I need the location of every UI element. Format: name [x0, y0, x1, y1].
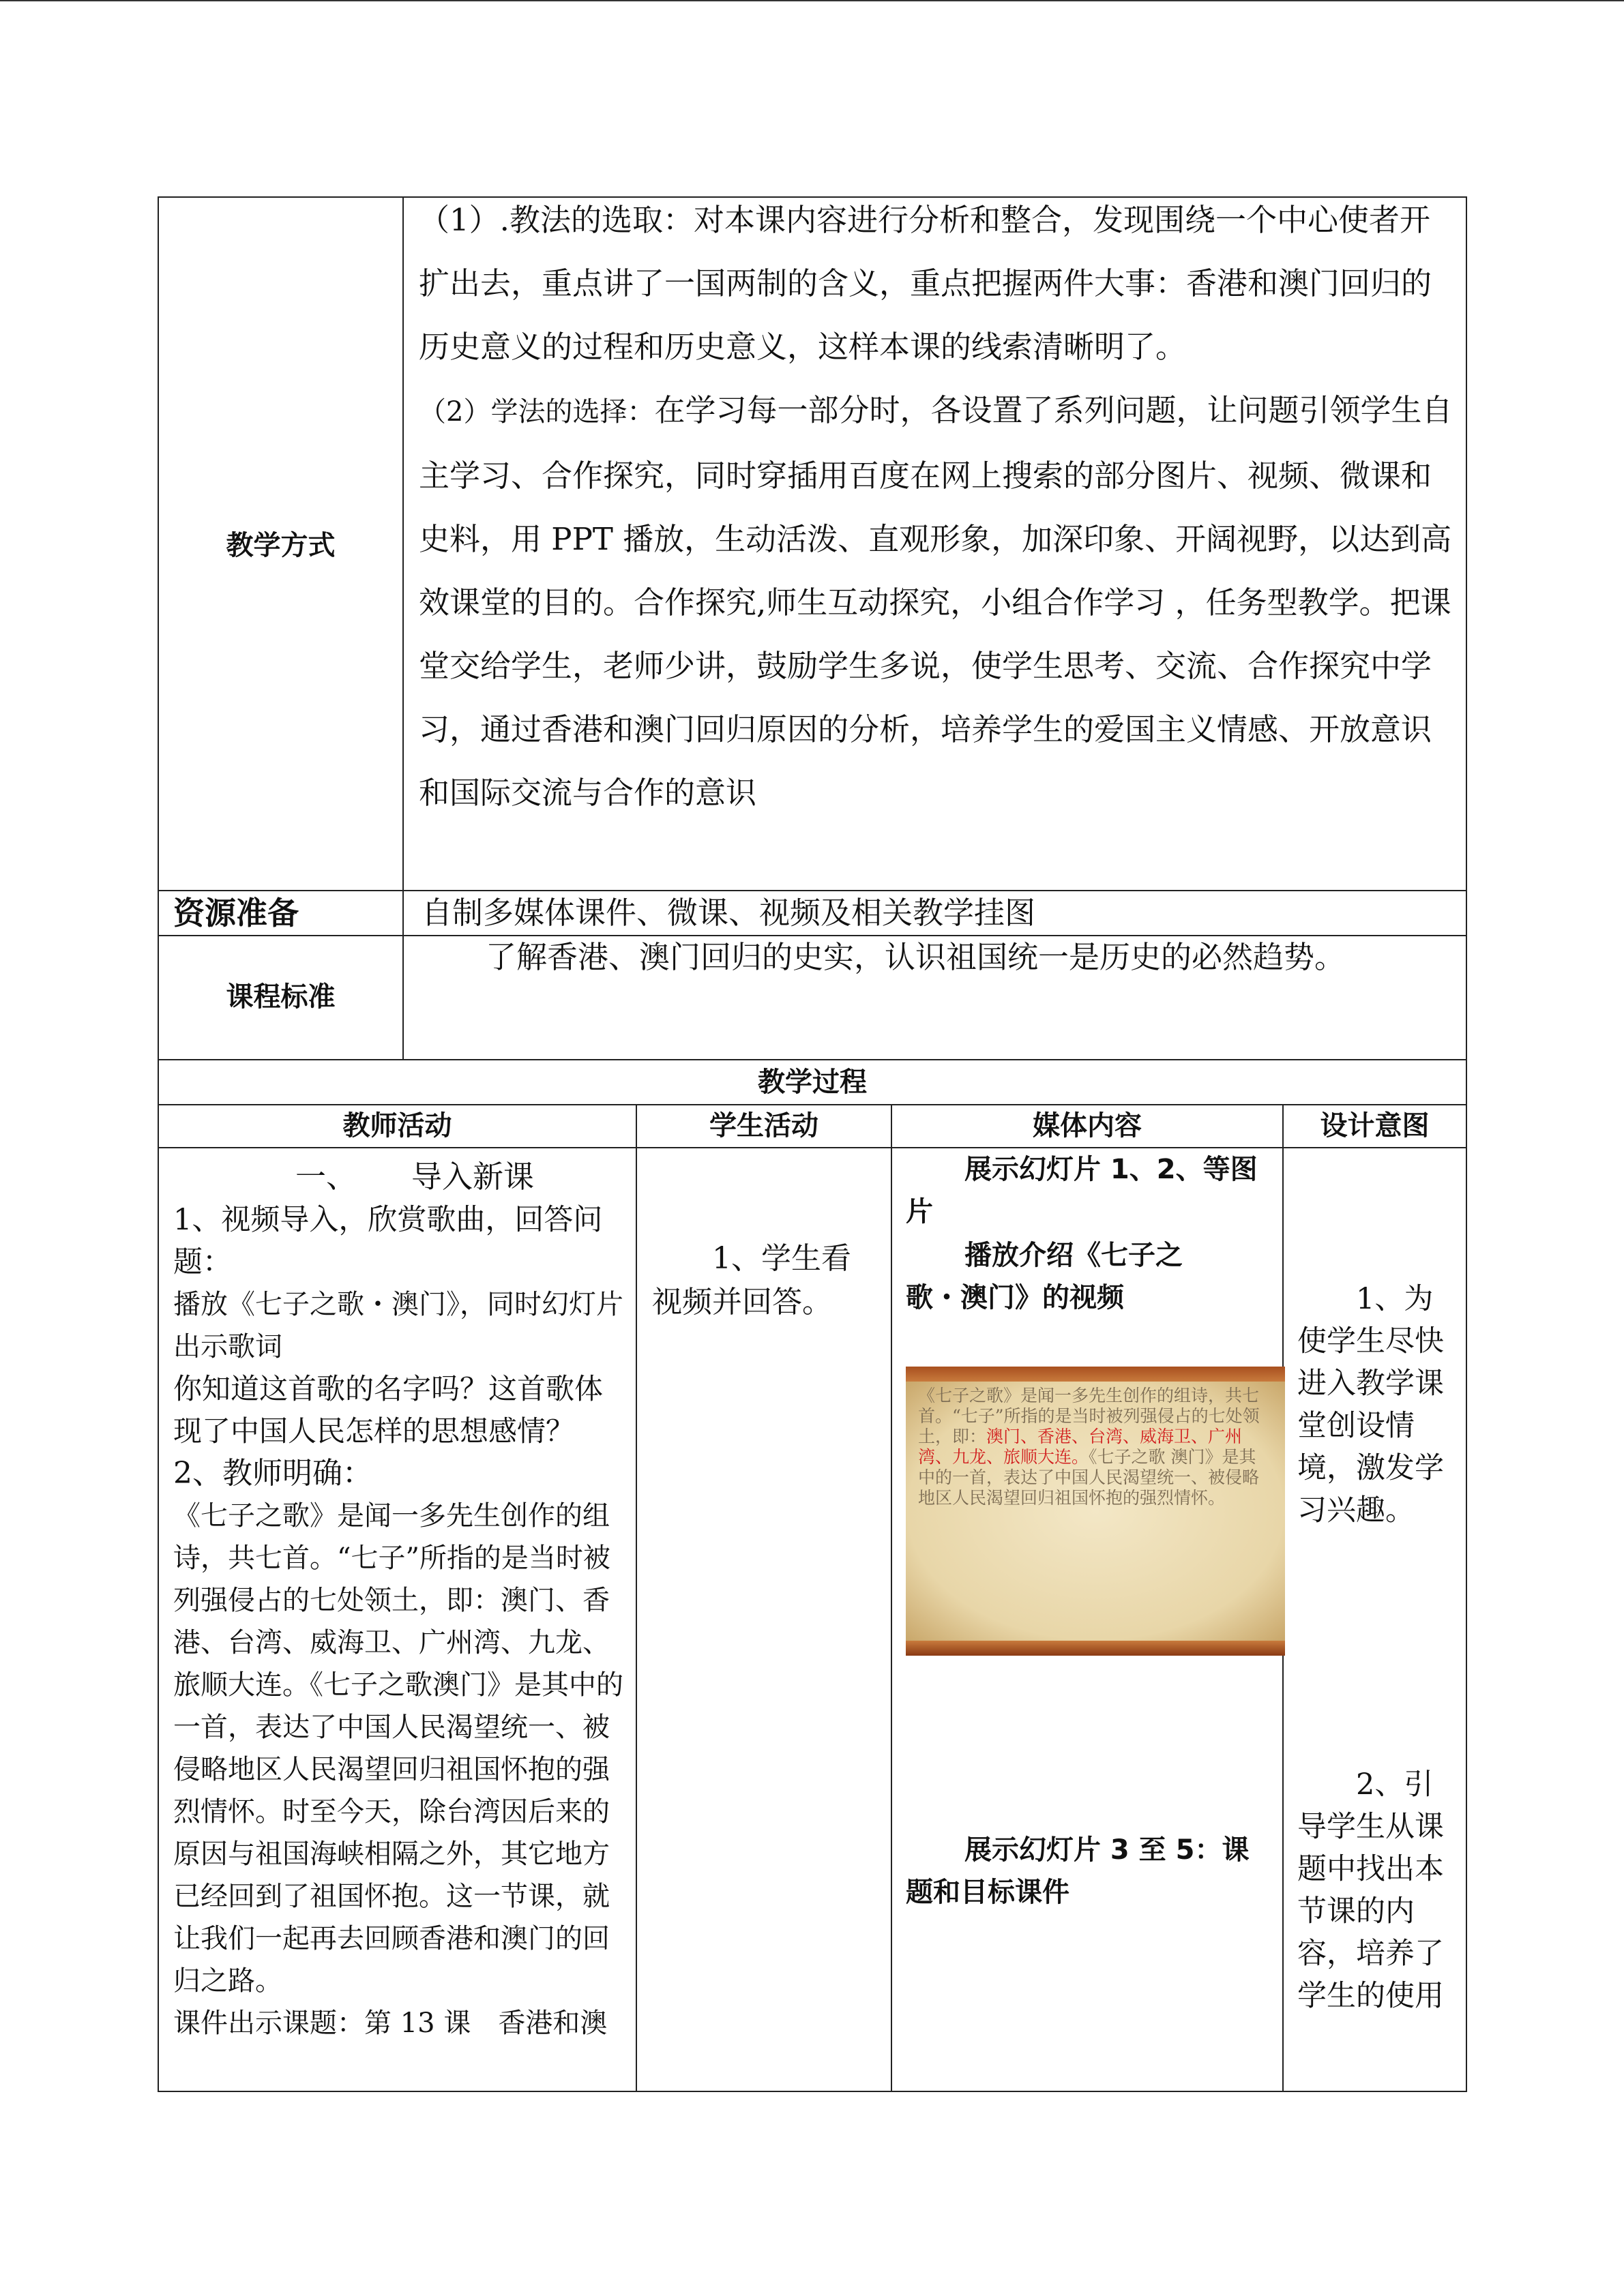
method-label: 教学方式	[226, 530, 336, 561]
method-paragraph-1	[419, 188, 1456, 378]
teacher-line-2: 播放《七子之歌・澳门》，同时幻灯片出示歌词	[173, 1289, 623, 1362]
header-intent: 设计意图	[1320, 1110, 1430, 1142]
resources-label: 资源准备	[173, 895, 299, 931]
process-title: 教学过程	[758, 1067, 867, 1098]
header-media: 媒体内容	[1033, 1110, 1142, 1142]
intent-item-1: 1、为使学生尽快进入教学课堂创设情境，激发学习兴趣。	[1297, 1282, 1444, 1527]
header-teacher: 教师活动	[342, 1110, 452, 1142]
method-p1-prefix: （1）.	[419, 202, 510, 238]
teacher-line-5: 《七子之歌》是闻一多先生创作的组诗，共七首。“七子”所指的是当时被列强侵占的七处领土，即：澳门、香港、台湾、威海卫、广州湾、九龙、旅顺大连。《七子之歌澳门》是其中的一首，表达了中国人民渴望统一、被侵略地区人民渴望回归祖国怀抱的强烈情怀。时至今天，除台湾因后来的原因与祖国海峡相隔之外，其它地方已经回到了祖国怀抱。这一节课，就让我们一起再去回顾香港和澳门的回归之路。	[173, 1500, 623, 1997]
standard-value: 了解香港、澳门回归的史实，认识祖国统一是历史的必然趋势。	[486, 939, 1346, 975]
slide-text-red: 澳门、香港、台湾、威海卫、广州湾、九龙、旅顺大连。	[918, 1427, 1243, 1467]
method-paragraph-2	[419, 378, 1456, 824]
slide-text	[918, 1386, 1273, 1508]
intent-item-2: 2、引导学生从课题中找出本节课的内容，培养了学生的使用	[1297, 1768, 1444, 2013]
teacher-line-1: 1、视频导入，欣赏歌曲，回答问题：	[173, 1203, 603, 1279]
teacher-heading	[295, 1155, 534, 1199]
qizi-song-slide-image	[906, 1367, 1285, 1656]
teacher-line-3: 你知道这首歌的名字吗？这首歌体现了中国人民怎样的思想感情？	[173, 1372, 604, 1448]
slide-text-a: 《七子之歌》是闻一多先生创作的组诗，共七首。“七子”所指的是当时被列强侵占的七处领土，即：	[918, 1386, 1260, 1446]
media-item-3: 展示幻灯片 3 至 5：课题和目标课件	[906, 1834, 1250, 1908]
method-p1-text: 教法的选取：对本课内容进行分析和整合，发现围绕一个中心使者开扩出去，重点讲了一国两制的含义，重点把握两件大事：香港和澳门回归的历史意义的过程和历史意义，这样本课的线索清晰明了。	[419, 202, 1432, 365]
header-student: 学生活动	[709, 1110, 818, 1142]
page-top-border	[0, 0, 1624, 1]
teacher-line-4: 2、教师明确：	[173, 1456, 372, 1491]
media-item-1: 展示幻灯片 1、2、等图片	[906, 1154, 1258, 1227]
slide-text-b: 《七子之歌 澳门》是其中的一首，表达了中国人民渴望统一、被侵略地区人民渴望回归祖国怀抱的强烈情怀。	[918, 1447, 1260, 1508]
media-item-2: 播放介绍《七子之歌・澳门》的视频	[906, 1240, 1183, 1313]
teacher-heading-num: 一、	[295, 1159, 357, 1195]
method-content	[419, 188, 1456, 824]
method-p2-prefix: （2）学法的选择：	[419, 396, 655, 428]
method-p2-text: 在学习每一部分时，各设置了系列问题，让问题引领学生自主学习、合作探究，同时穿插用百度在网上搜索的部分图片、视频、微课和史料，用 PPT 播放，生动活泼、直观形象，加深印象、开阔视野，以达到高效课堂的目的。合作探究,师生互动探究，小组合作学习 ，任务型教学。把课堂交给学生，老师少讲，鼓励学生多说，使学生思考、交流、合作探究中学习，通过香港和澳门回归原因的分析，培养学生的爱国主义情感、开放意识和国际交流与合作的意识	[419, 392, 1453, 811]
resources-value: 自制多媒体课件、微课、视频及相关教学挂图	[422, 895, 1036, 931]
teacher-activity-text	[173, 1199, 623, 2044]
student-activity: 1、学生看视频并回答。	[652, 1241, 851, 1320]
teacher-heading-text: 导入新课	[411, 1159, 535, 1195]
standard-label: 课程标准	[226, 981, 336, 1013]
teacher-line-6: 课件出示课题：第 13 课 香港和澳	[173, 2008, 608, 2039]
